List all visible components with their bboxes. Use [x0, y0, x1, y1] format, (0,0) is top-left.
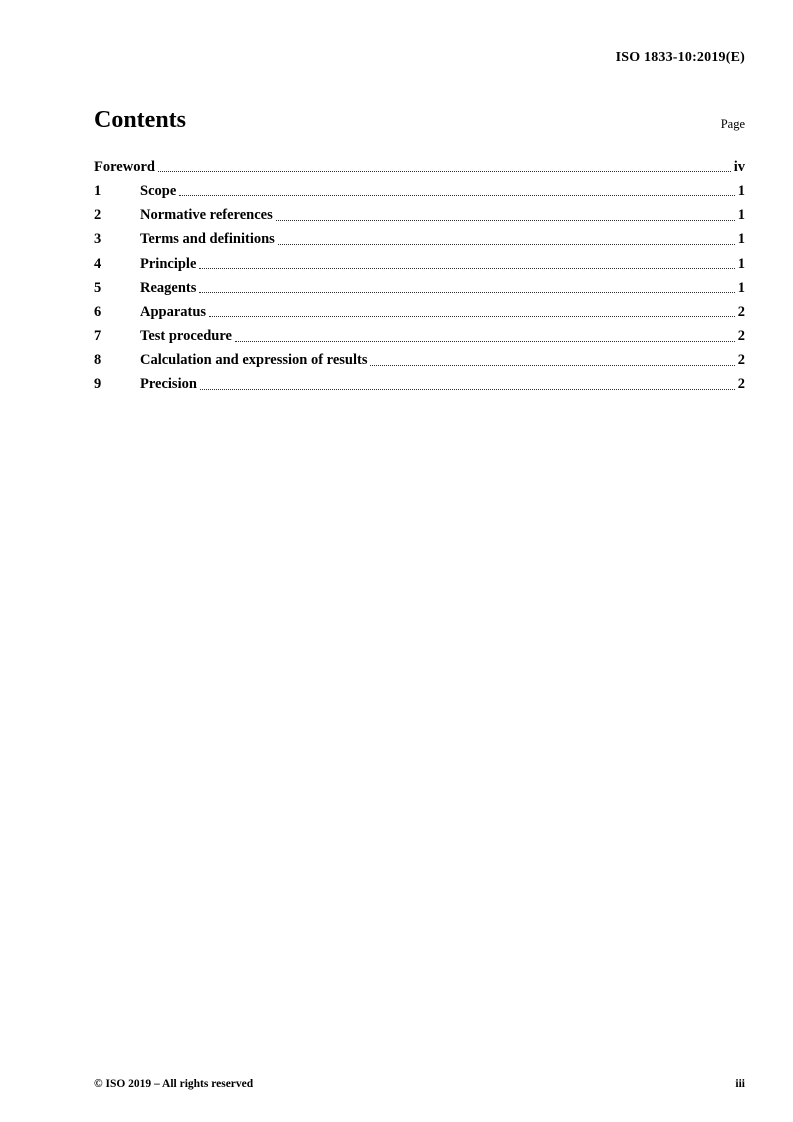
toc-entry-label: Precision: [140, 376, 197, 393]
toc-entry-apparatus: [94, 297, 745, 321]
table-of-contents: [94, 152, 745, 394]
copyright-notice: © ISO 2019 – All rights reserved: [94, 1078, 254, 1090]
toc-entry-label: Terms and definitions: [140, 231, 275, 248]
dotted-leader: [278, 244, 735, 245]
toc-entry-number: 3: [94, 231, 102, 248]
toc-entry-page: 2: [737, 328, 745, 345]
toc-entry-label: Foreword: [94, 158, 155, 175]
toc-entry-page: 1: [737, 231, 745, 248]
toc-entry-number: 5: [94, 279, 102, 296]
toc-entry-reagents: [94, 273, 745, 297]
dotted-leader: [235, 341, 735, 342]
toc-entry-label: Test procedure: [140, 328, 232, 345]
toc-entry-label: Principle: [140, 255, 197, 272]
folio-page-number: iii: [735, 1078, 745, 1090]
contents-header: [94, 108, 745, 132]
page-column-label: Page: [720, 116, 745, 131]
toc-entry-page: 1: [737, 207, 745, 224]
toc-entry-normative-references: [94, 200, 745, 224]
toc-entry-page: 2: [737, 352, 745, 369]
toc-entry-page: 1: [737, 279, 745, 296]
dotted-leader: [179, 195, 735, 196]
toc-entry-scope: [94, 176, 745, 200]
page-footer: [94, 1078, 745, 1090]
dotted-leader: [199, 268, 734, 269]
toc-entry-label: Calculation and expression of results: [140, 352, 368, 369]
toc-entry-label: Reagents: [140, 279, 197, 296]
toc-entry-calculation-and-expression-of-results: [94, 346, 745, 370]
toc-entry-page: 1: [737, 255, 745, 272]
dotted-leader: [276, 220, 735, 221]
toc-entry-page: 2: [737, 303, 745, 320]
document-reference: ISO 1833-10:2019(E): [615, 50, 745, 65]
toc-entry-number: 7: [94, 328, 102, 345]
contents-title: Contents: [94, 107, 187, 133]
toc-entry-page: 1: [737, 182, 745, 199]
dotted-leader: [209, 316, 735, 317]
dotted-leader: [370, 365, 734, 366]
toc-entry-number: 9: [94, 376, 102, 393]
toc-entry-number: 6: [94, 303, 102, 320]
toc-entry-number: 8: [94, 352, 102, 369]
toc-entry-label: Apparatus: [140, 303, 207, 320]
toc-entry-label: Scope: [140, 182, 177, 199]
contents-section: [94, 108, 745, 394]
toc-entry-number: 1: [94, 182, 102, 199]
toc-entry-precision: [94, 370, 745, 394]
dotted-leader: [158, 171, 731, 172]
toc-entry-terms-and-definitions: [94, 225, 745, 249]
toc-entry-number: 2: [94, 207, 102, 224]
dotted-leader: [200, 389, 735, 390]
toc-entry-number: 4: [94, 255, 102, 272]
toc-entry-principle: [94, 249, 745, 273]
toc-entry-page: iv: [733, 158, 745, 175]
dotted-leader: [199, 292, 734, 293]
toc-entry-test-procedure: [94, 321, 745, 345]
toc-entry-foreword: [94, 152, 745, 176]
toc-entry-label: Normative references: [140, 207, 273, 224]
toc-entry-page: 2: [737, 376, 745, 393]
